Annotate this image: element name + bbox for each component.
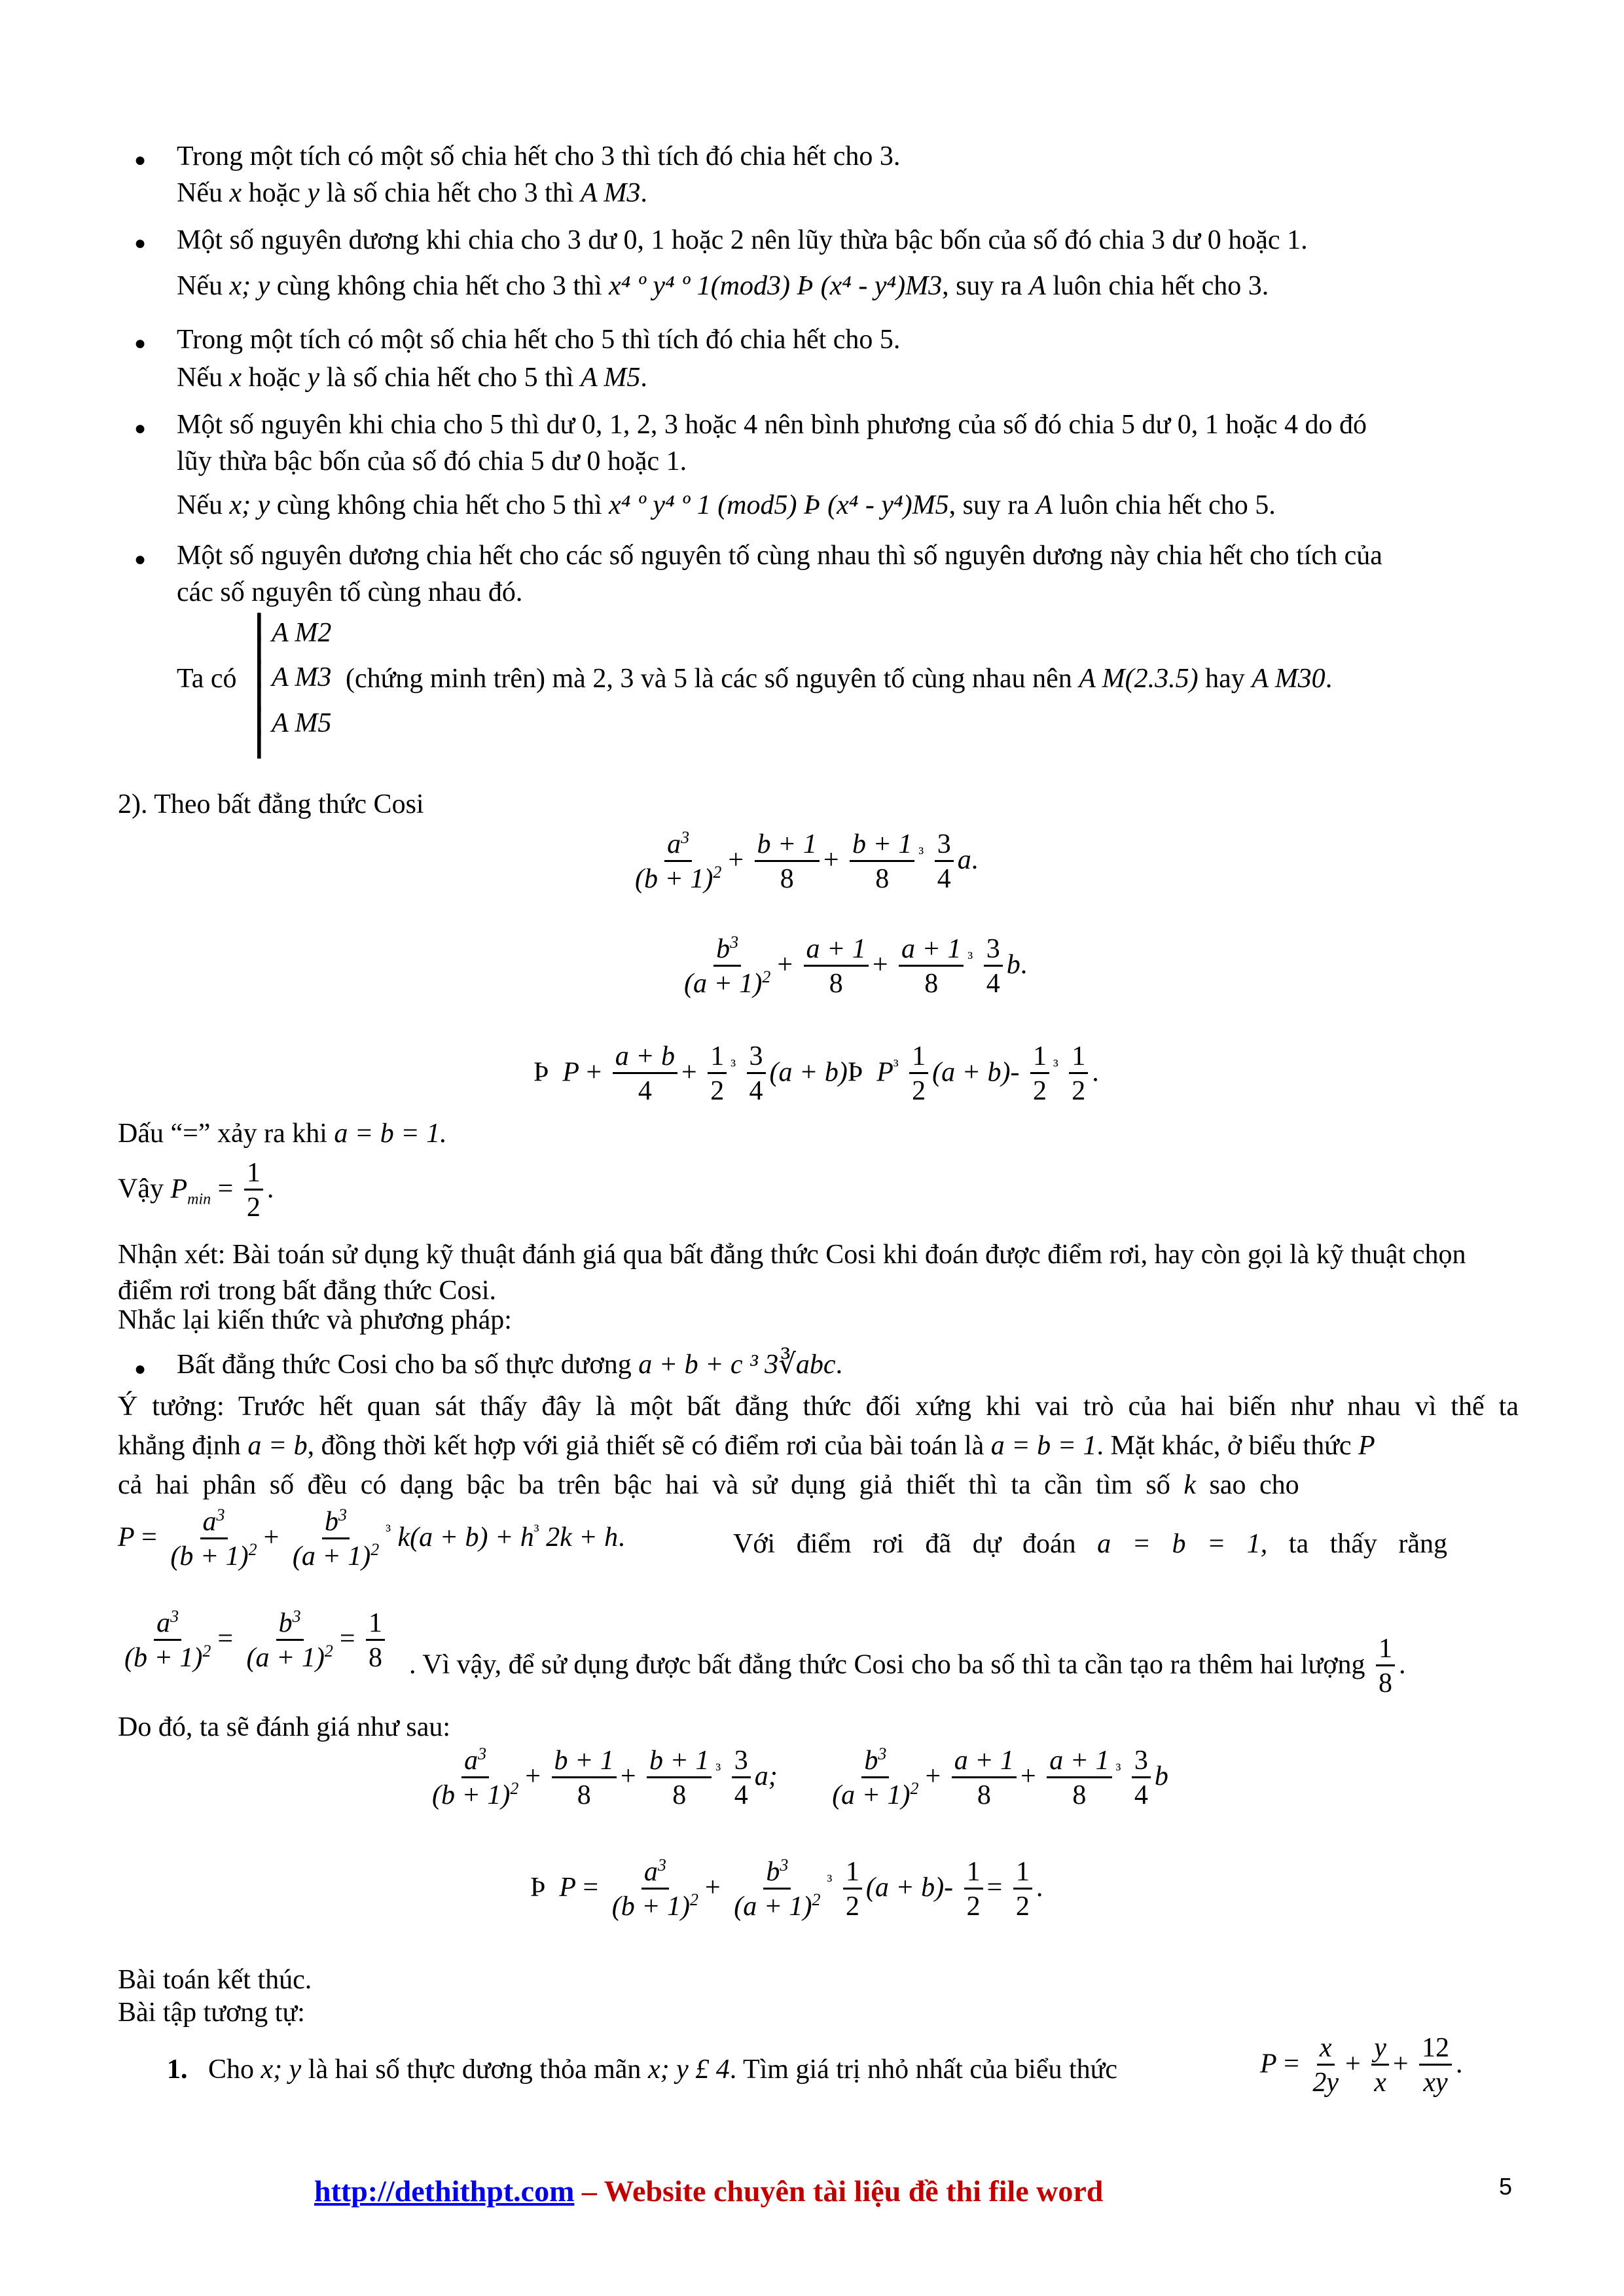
- equation-1: $\frac{a^3}{(b + 1)^2}$ + $\frac{b + 1}{8}$ + $\frac{b + 1}{8}$ $^{^3}$ $\frac{3}{4}$ a.: [635, 828, 979, 895]
- exercise-1: 1. Cho x; y là hai số thực dương thỏa mãn x; y £ 4. Tìm giá trị nhỏ nhất của biểu thức: [167, 2054, 1118, 2085]
- bullet-dot: ●: [134, 332, 147, 354]
- text-line: Bất đẳng thức Cosi cho ba số thực dương a + b + c ³ 3∛abc.: [177, 1350, 843, 1380]
- text-line: Ta có: [177, 664, 237, 694]
- footer: [314, 2172, 1103, 2211]
- footer-text: – Website chuyên tài liệu đề thi file word: [574, 2174, 1104, 2208]
- text-line: Nếu x hoặc y là số chia hết cho 3 thì A M3.: [177, 178, 647, 208]
- bullet-text: Trong một tích có một số chia hết cho 5 thì tích đó chia hết cho 5.: [177, 325, 901, 355]
- text-line: Nhắc lại kiến thức và phương pháp:: [118, 1305, 512, 1335]
- text-line: lũy thừa bậc bốn của số đó chia 5 dư 0 hoặc 1.: [177, 446, 687, 476]
- text-line: . Vì vậy, để sử dụng được bất đẳng thức Cosi cho ba số thì ta cần tạo ra thêm hai lượng $\frac{1}{8}$ .: [409, 1634, 1406, 1699]
- bullet-dot: ●: [134, 418, 147, 439]
- footer-link[interactable]: http://dethithpt.com: [314, 2174, 575, 2208]
- page-number: 5: [1499, 2173, 1513, 2200]
- bullet-text: Trong một tích có một số chia hết cho 3 thì tích đó chia hết cho 3.: [177, 141, 901, 171]
- text-line: Nếu x; y cùng không chia hết cho 5 thì x⁴ º y⁴ º 1 (mod5) Þ (x⁴ - y⁴)M5, suy ra A luôn chia hết cho 5.: [177, 490, 1276, 520]
- bullet-text: Một số nguyên dương chia hết cho các số nguyên tố cùng nhau thì số nguyên dương này chia hết cho tích của: [177, 541, 1382, 571]
- system-line-3: A M5: [272, 708, 332, 738]
- equation-5: $\frac{a^3}{(b + 1)^2}$ = $\frac{b^3}{(a + 1)^2}$ = $\frac{1}{8}$: [118, 1607, 389, 1676]
- text-line: Do đó, ta sẽ đánh giá như sau:: [118, 1712, 450, 1742]
- left-brace: ┃ ┃ ┃ ┃ ┃ ┃: [252, 614, 266, 758]
- text-line: Bài tập tương tự:: [118, 1998, 305, 2028]
- equation-3: Þ P + $\frac{a + b}{4}$ + $\frac{1}{2}$ $^{^3}$ $\frac{3}{4}$ (a + b)Þ $P^{^3}$ $\frac{1}{2}$ (a + b)- $\frac{1}{2}$ $^{^3}$ $\frac{1}{2}$ .: [533, 1041, 1099, 1107]
- bullet-dot: ●: [134, 548, 147, 570]
- bullet-text: Một số nguyên dương khi chia cho 3 dư 0, 1 hoặc 2 nên lũy thừa bậc bốn của số đó chia 3 dư 0 hoặc 1.: [177, 225, 1308, 255]
- text-line: (chứng minh trên) mà 2, 3 và 5 là các số nguyên tố cùng nhau nên A M(2.3.5) hay A M30.: [346, 664, 1333, 694]
- paragraph: Nhận xét: Bài toán sử dụng kỹ thuật đánh giá qua bất đẳng thức Cosi khi đoán được điểm rơi, hay còn gọi là kỹ thuật chọn điểm rơi trong bất đẳng thức Cosi.: [118, 1240, 1466, 1306]
- text-line: Nếu x; y cùng không chia hết cho 3 thì x⁴ º y⁴ º 1(mod3) Þ (x⁴ - y⁴)M3, suy ra A luôn chia hết cho 3.: [177, 271, 1269, 301]
- text-line: Ý tưởng: Trước hết quan sát thấy đây là một bất đẳng thức đối xứng khi vai trò của hai biến như nhau vì thế ta: [118, 1391, 1519, 1422]
- text-line: các số nguyên tố cùng nhau đó.: [177, 577, 523, 607]
- text-line: khẳng định a = b, đồng thời kết hợp với giả thiết sẽ có điểm rơi của bài toán là a = b = 1. Mặt khác, ở biểu thức P: [118, 1431, 1375, 1461]
- bullet-text: Một số nguyên khi chia cho 5 thì dư 0, 1, 2, 3 hoặc 4 nên bình phương của số đó chia 5 dư 0, 1 hoặc 4 do đó: [177, 410, 1367, 440]
- equation-8: P = $\frac{x}{2y}$ + $\frac{y}{x}$ + $\frac{12}{xy}$ .: [1260, 2033, 1463, 2098]
- equation-7: Þ P = $\frac{a^3}{(b + 1)^2}$ + $\frac{b^3}{(a + 1)^2}$ $^{^3}$ $\frac{1}{2}$ (a + b)- $\frac{1}{2}$ = $\frac{1}{2}$ .: [530, 1856, 1043, 1922]
- text-line: Dấu “=” xảy ra khi a = b = 1.: [118, 1119, 447, 1149]
- system-line-2: A M3: [272, 662, 332, 692]
- system-line-1: A M2: [272, 618, 332, 648]
- section-heading: 2). Theo bất đẳng thức Cosi: [118, 789, 424, 819]
- bullet-dot: ●: [134, 149, 147, 171]
- equation-6: $\frac{a^3}{(b + 1)^2}$ + $\frac{b + 1}{8}$ + $\frac{b + 1}{8}$ $^{^3}$ $\frac{3}{4}$ a; $\frac{b^3}{(a + 1)^2}$ + $\frac{a + 1}{8}$ + $\frac{a + 1}{8}$ $^{^3}$ $\frac{3}{4}$ b: [432, 1744, 1168, 1811]
- text-line: cả hai phân số đều có dạng bậc ba trên bậc hai và sử dụng giả thiết thì ta cần tìm số k sao cho: [118, 1470, 1299, 1500]
- equation-4: P = $\frac{a^3}{(b + 1)^2}$ + $\frac{b^3}{(a + 1)^2}$ $^{^3}$ $k(a + b) + h^{^3}$ 2k + h.: [118, 1505, 625, 1572]
- bullet-dot: ●: [134, 1358, 147, 1380]
- text-line: Với điểm rơi đã dự đoán a = b = 1, ta thấy rằng: [733, 1529, 1448, 1559]
- text-line: Bài toán kết thúc.: [118, 1965, 312, 1995]
- text-line: Nếu x hoặc y là số chia hết cho 5 thì A M5.: [177, 363, 647, 393]
- bullet-dot: ●: [134, 232, 147, 254]
- equation-2: $\frac{b^3}{(a + 1)^2}$ + $\frac{a + 1}{8}$ + $\frac{a + 1}{8}$ $^{^3}$ $\frac{3}{4}$ b.: [684, 933, 1028, 999]
- text-line: Vậy $P_{min}$ = $\frac{1}{2}$ .: [118, 1158, 274, 1223]
